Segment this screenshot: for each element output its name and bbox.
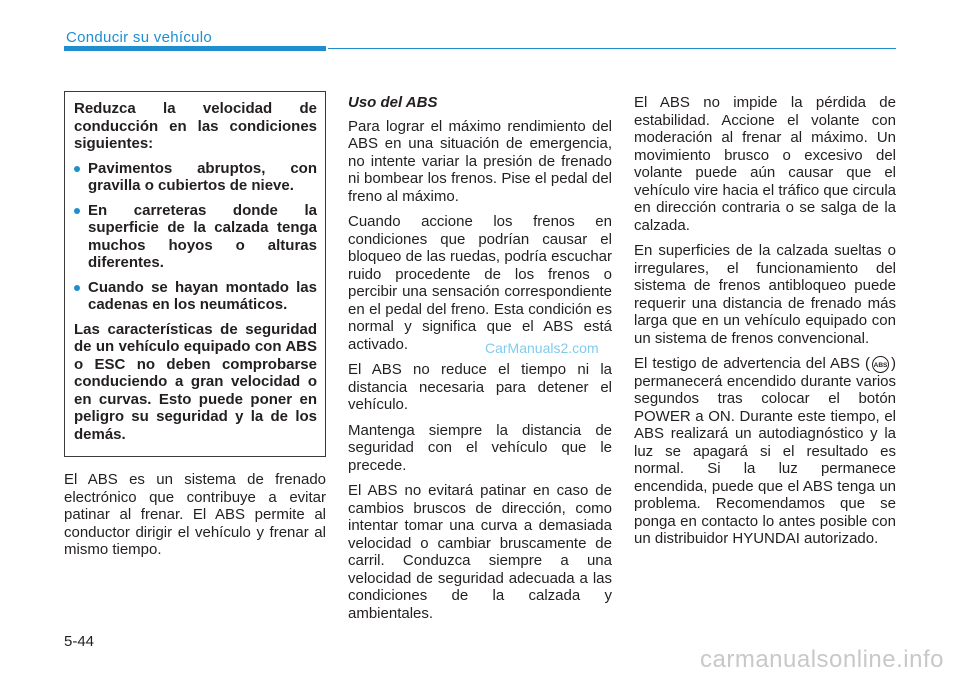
page-number: 5-44 [64,633,95,650]
paragraph: El ABS no impide la pérdida de estabilidad. Accione el volante con moderación al frenar al máximo. Un movimiento brusco o excesivo del volante puede aún causar que el vehículo vire hacia el tráfico que circula en dirección contraria o se salga de la calzada. [634,94,896,234]
column-left [64,91,326,567]
warning-light-text-after: ) permanecerá encendido durante varios segundos tras colocar el botón POWER a ON. Durante este tiempo, el ABS realizará un autodiagnóstico y la luz se apagará si el resultado es normal. Si la luz permanece encendida, puede que el ABS tenga un problema. Recomendamos que se ponga en contacto lo antes posible con un distribuidor HYUNDAI autorizado. [634,355,896,548]
abs-intro-paragraph: El ABS es un sistema de frenado electrónico que contribuye a evitar patinar al frenar. El ABS permite al conductor dirigir el vehículo y frenar al mismo tiempo. [64,471,326,558]
paragraph: El ABS no evitará patinar en caso de cambios bruscos de dirección, como intentar tomar una curva a demasiada velocidad o cambiar bruscamente de carril. Conduzca siempre a una velocidad de seguridad adecuada a las condiciones de la calzada y ambientales. [348,482,612,622]
bullet-dot-icon [74,166,80,172]
header-rule-thick [64,46,326,51]
warning-bullet-text: En carreteras donde la superficie de la calzada tenga muchos hoyos o alturas diferentes. [88,201,317,271]
paragraph: Mantenga siempre la distancia de seguridad con el vehículo que le precede. [348,421,612,474]
warning-bullet-text: Pavimentos abruptos, con gravilla o cubiertos de nieve. [88,159,317,194]
section-title: Conducir su vehículo [66,29,213,46]
warning-bullet-text: Cuando se hayan montado las cadenas en los neumáticos. [88,278,317,313]
column-right [634,94,896,556]
warning-light-paragraph [634,355,896,548]
abs-usage-heading: Uso del ABS [348,94,438,111]
bullet-dot-icon [74,285,80,291]
paragraph: El ABS no reduce el tiempo ni la distancia necesaria para detener el vehículo. [348,361,612,413]
bullet-dot-icon [74,208,80,214]
warning-bullet [74,202,317,272]
warning-closing: Las características de seguridad de un vehículo equipado con ABS o ESC no deben comprobarse conduciendo a gran velocidad o en curvas. Esto puede poner en peligro su seguridad y la de los demás. [74,320,317,443]
warning-box [64,91,326,457]
paragraph: Para lograr el máximo rendimiento del ABS en una situación de emergencia, no intente variar la presión de frenado ni bombear los frenos. Pise el pedal del freno al máximo. [348,117,612,205]
warning-bullet [74,160,317,195]
column-middle [348,94,612,630]
abs-warning-light-icon: ABS [872,356,889,373]
warning-light-text-before: El testigo de advertencia del ABS ( [634,355,870,372]
header-rule-thin [328,48,896,49]
watermark: CarManuals2.com [485,340,599,356]
footer-brand: carmanualsonline.info [700,646,944,673]
paragraph: En superficies de la calzada sueltas o irregulares, el funcionamiento del sistema de frenos antibloqueo puede requerir una distancia de frenado más larga que en un vehículo equipado con un sistema de frenos convencional. [634,242,896,347]
warning-list [74,160,317,314]
warning-bullet [74,279,317,314]
paragraph: Cuando accione los frenos en condiciones que podrían causar el bloqueo de las ruedas, podría escuchar ruido procedente de los frenos o percibir una sensación correspondiente en el pedal del freno. Esta condición es normal y significa que el ABS está activado. [348,213,612,353]
warning-intro: Reduzca la velocidad de conducción en las condiciones siguientes: [74,100,317,152]
